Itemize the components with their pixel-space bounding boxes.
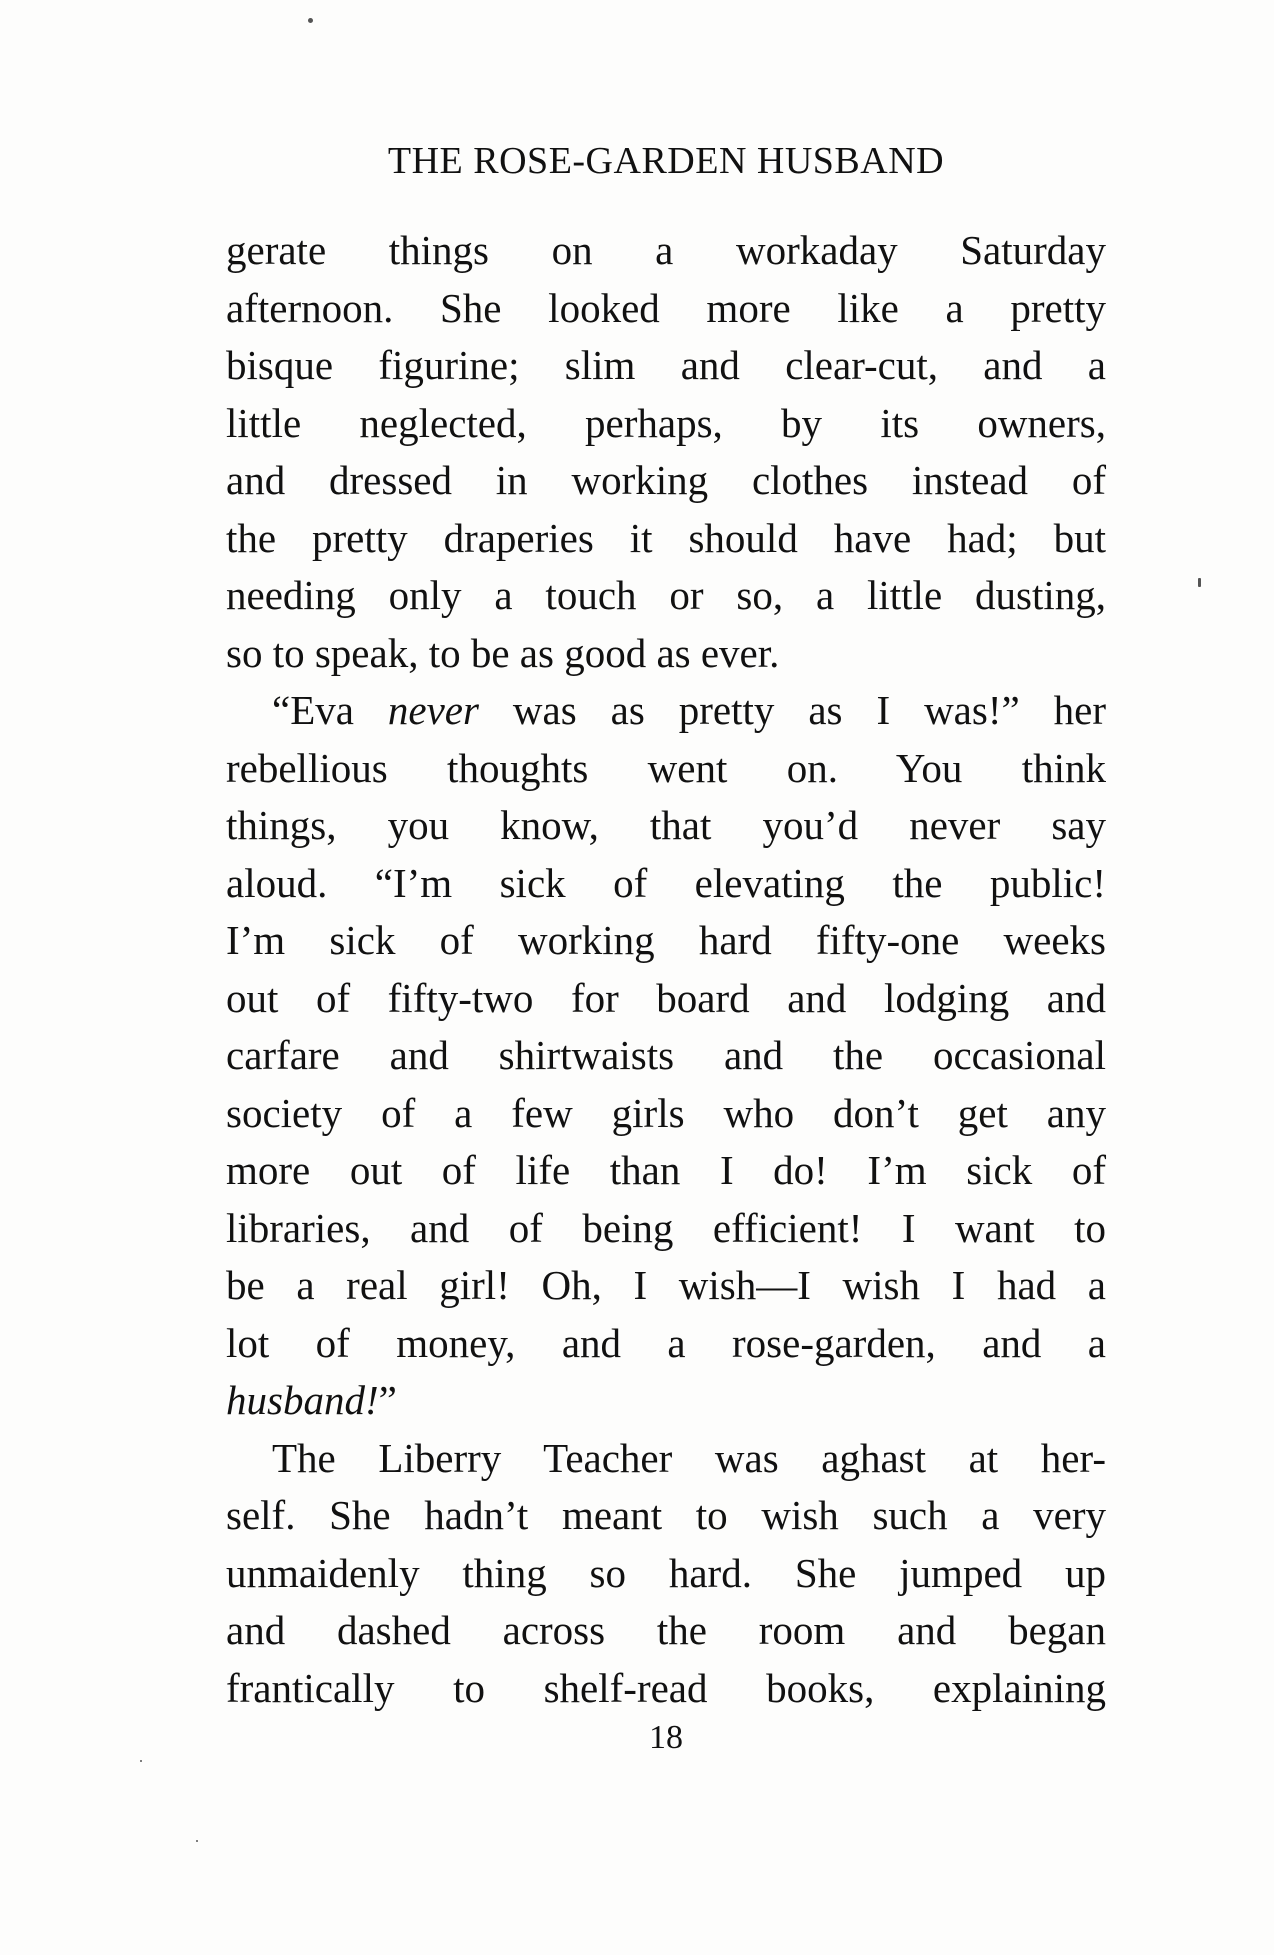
text-line: gerate things on a workaday Saturday bbox=[226, 227, 1106, 273]
text-line: more out of life than I do! I’m sick of bbox=[226, 1147, 1106, 1193]
text-line: I’m sick of working hard fifty-one weeks bbox=[226, 917, 1106, 963]
text-line: and dressed in working clothes instead of bbox=[226, 457, 1106, 503]
text-line: The Liberry Teacher was aghast at her- bbox=[272, 1434, 1106, 1481]
scan-speck bbox=[196, 1840, 198, 1842]
running-head: THE ROSE-GARDEN HUSBAND bbox=[387, 140, 945, 182]
text-line: frantically to shelf-read books, explaining bbox=[226, 1664, 1106, 1711]
text-line: “Eva never was as pretty as I was!” her bbox=[272, 687, 1106, 733]
text-line: so to speak, to be as good as ever. bbox=[226, 629, 780, 676]
text-line: afternoon. She looked more like a pretty bbox=[226, 284, 1106, 331]
text-line: husband!” bbox=[226, 1377, 397, 1423]
page-number: 18 bbox=[649, 1719, 683, 1756]
text-line: things, you know, that you’d never say bbox=[226, 802, 1106, 848]
text-line: rebellious thoughts went on. You think bbox=[226, 744, 1106, 791]
scan-speck bbox=[140, 1760, 142, 1762]
text-line: be a real girl! Oh, I wish—I wish I had a bbox=[226, 1262, 1106, 1308]
text-line: the pretty draperies it should have had; but bbox=[226, 514, 1106, 561]
text-line: needing only a touch or so, a little dusting, bbox=[226, 572, 1106, 618]
emphasis: never bbox=[387, 687, 479, 733]
text-line: self. She hadn’t meant to wish such a very bbox=[226, 1492, 1106, 1538]
text-line: little neglected, perhaps, by its owners, bbox=[226, 399, 1106, 446]
text-line: unmaidenly thing so hard. She jumped up bbox=[226, 1549, 1106, 1596]
text-line: libraries, and of being efficient! I want to bbox=[226, 1204, 1106, 1251]
emphasis: husband! bbox=[226, 1377, 379, 1423]
body-text bbox=[226, 222, 1106, 1717]
text-line: lot of money, and a rose-garden, and a bbox=[226, 1319, 1106, 1366]
scan-speck bbox=[1198, 578, 1201, 587]
text-line: aloud. “I’m sick of elevating the public! bbox=[226, 859, 1106, 906]
text-line: carfare and shirtwaists and the occasional bbox=[226, 1032, 1106, 1078]
text-line: society of a few girls who don’t get any bbox=[226, 1089, 1106, 1136]
text-line: and dashed across the room and began bbox=[226, 1607, 1106, 1653]
text-line: bisque figurine; slim and clear-cut, and a bbox=[226, 342, 1106, 388]
text-line: out of fifty-two for board and lodging and bbox=[226, 974, 1106, 1021]
scan-speck bbox=[308, 18, 313, 23]
